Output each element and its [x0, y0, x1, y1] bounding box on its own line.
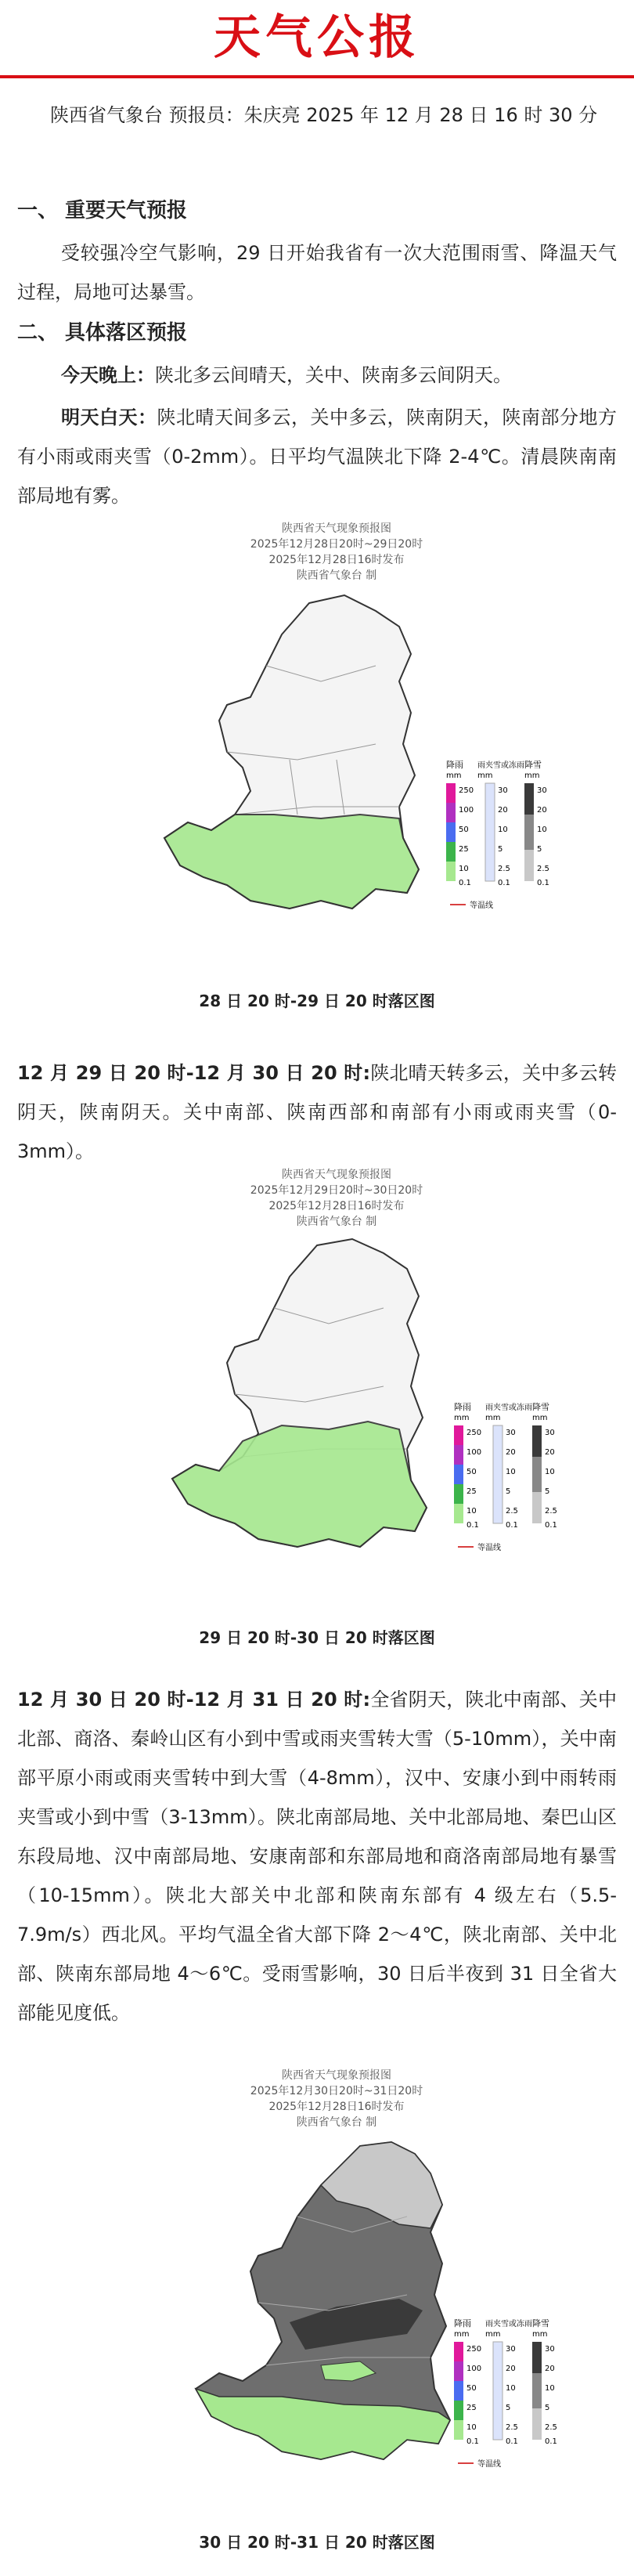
bulletin-meta: 陕西省气象台 预报员：朱庆亮 2025 年 12 月 28 日 16 时 30 分 [50, 104, 598, 126]
legend-tick: 50 [466, 1468, 477, 1476]
map3-header [149, 2068, 524, 2130]
legend-tick: 0.1 [466, 2437, 479, 2446]
legend-snow-unit: mm [532, 2330, 548, 2339]
legend-mix-unit: mm [485, 1414, 501, 1422]
legend-tick: 0.1 [545, 2437, 557, 2446]
legend-rain-unit: mm [454, 2330, 470, 2339]
legend-tick: 50 [459, 826, 469, 834]
legend-tick: 20 [498, 806, 508, 815]
map2-header-line: 陕西省气象台 制 [296, 1216, 377, 1228]
legend-swatch [532, 1492, 542, 1523]
legend-tick: 10 [506, 1468, 516, 1476]
legend-mix-unit: mm [485, 2330, 501, 2339]
map3-header-line: 陕西省气象台 制 [296, 2116, 377, 2129]
map2-image [149, 1230, 618, 1598]
legend-swatch [454, 2381, 463, 2401]
map1-legend [446, 759, 549, 910]
section1-body: 受较强冷空气影响，29 日开始我省有一次大范围雨雪、降温天气过程，局地可达暴雪。 [17, 242, 617, 303]
legend-tick: 10 [545, 1468, 555, 1476]
legend-swatch [446, 842, 456, 862]
map3-image [141, 2130, 611, 2522]
legend-swatch [454, 2342, 463, 2361]
rain-area [172, 1422, 427, 1547]
legend-swatch [524, 815, 534, 850]
legend-mix-label: 雨夹雪或冻雨 [485, 1404, 532, 1412]
map2-header-line: 2025年12月28日16时发布 [268, 1200, 405, 1212]
legend-tick: 50 [466, 2384, 477, 2393]
legend-tick: 250 [466, 2345, 482, 2354]
legend-tick: 0.1 [498, 879, 510, 887]
legend-tick: 10 [506, 2384, 516, 2393]
legend-tick: 10 [466, 2423, 477, 2432]
legend-tick: 30 [506, 1429, 516, 1437]
period2-paragraph [17, 1053, 617, 1171]
legend-snow-unit: mm [532, 1414, 548, 1422]
map3-caption: 30 日 20 时-31 日 20 时落区图 [199, 2533, 435, 2552]
banner [0, 0, 634, 70]
legend-swatch [446, 803, 456, 822]
legend-tick: 100 [459, 806, 474, 815]
legend-swatch [454, 1425, 463, 1445]
map3-header-line: 陕西省天气现象预报图 [282, 2069, 391, 2082]
legend-snow-unit: mm [524, 771, 540, 780]
section2-heading: 二、 具体落区预报 [17, 321, 188, 345]
legend-swatch [524, 850, 534, 881]
tomorrow-lead: 明天白天： [61, 406, 157, 428]
period2-body: 陕北晴天转多云，关中多云转阴天，陕南阴天。关中南部、陕南西部和南部有小雨或雨夹雪（0-3mm）。 [17, 1062, 617, 1162]
legend-swatch [532, 1425, 542, 1457]
legend-tick: 0.1 [545, 1521, 557, 1530]
period2-lead: 12 月 29 日 20 时-12 月 30 日 20 时: [17, 1062, 371, 1084]
legend-tick: 0.1 [537, 879, 549, 887]
map3-header-line: 2025年12月28日16时发布 [268, 2101, 405, 2113]
map3-header-line: 2025年12月30日20时~31日20时 [250, 2085, 423, 2097]
legend-tick: 30 [537, 786, 547, 795]
legend-tick: 20 [545, 2365, 555, 2373]
period3-paragraph [17, 1680, 617, 2032]
legend-tick: 30 [498, 786, 508, 795]
legend-tick: 2.5 [506, 2423, 518, 2432]
legend-swatch [485, 783, 495, 881]
legend-tick: 25 [466, 2404, 477, 2412]
legend-tick: 2.5 [537, 865, 549, 873]
legend-swatch [454, 1465, 463, 1484]
legend-tick: 5 [506, 2404, 511, 2412]
map1-header-line: 2025年12月28日16时发布 [268, 554, 405, 566]
legend-tick: 0.1 [466, 1521, 479, 1530]
legend-swatch [454, 2401, 463, 2420]
legend-isoline-label: 等温线 [477, 2460, 501, 2469]
legend-mix-label: 雨夹雪或冻雨 [485, 2320, 532, 2329]
tonight-lead: 今天晚上： [61, 364, 155, 386]
map1-caption: 28 日 20 时-29 日 20 时落区图 [199, 992, 435, 1010]
legend-tick: 100 [466, 1448, 482, 1457]
legend-tick: 25 [466, 1487, 477, 1496]
map2-header-line: 2025年12月29日20时~30日20时 [250, 1184, 423, 1197]
legend-tick: 100 [466, 2365, 482, 2373]
legend-tick: 0.1 [506, 1521, 518, 1530]
legend-tick: 10 [537, 826, 547, 834]
legend-snow-label: 降雪 [524, 760, 542, 770]
legend-tick: 5 [545, 2404, 550, 2412]
legend-rain-unit: mm [454, 1414, 470, 1422]
tomorrow-paragraph [17, 398, 617, 515]
legend-swatch [532, 1457, 542, 1492]
legend-tick: 2.5 [545, 1507, 557, 1516]
section1-heading: 一、 重要天气预报 [17, 199, 188, 222]
legend-rain-label: 降雨 [454, 2318, 471, 2329]
period3-lead: 12 月 30 日 20 时-12 月 31 日 20 时: [17, 1689, 371, 1711]
legend-isoline-label: 等温线 [470, 901, 493, 910]
legend-tick: 20 [545, 1448, 555, 1457]
legend-swatch [493, 1425, 503, 1523]
period3-body: 全省阴天，陕北中南部、关中北部、商洛、秦岭山区有小到中雪或雨夹雪转大雪（5-10mm），关中南部平原小雨或雨夹雪转中到大雪（4-8mm），汉中、安康小到中雨转雨夹雪或小到中雪（3-13mm）。陕北南部局地、关中北部局地、秦巴山区东段局地、汉中南部局地、安康南部和东部局地和商洛南部局地有暴雪（10-15mm）。陕北大部关中北部和陕南东部有 4 级左右（5.5-7.9m/s）西北风。平均气温全省大部下降 2～4℃，陕北南部、关中北部、陕南东部局地 4～6℃。受雨雪影响，30 日后半夜到 31 日全省大部能见度低。 [17, 1689, 617, 2024]
legend-swatch [532, 2342, 542, 2373]
legend-mix-label: 雨夹雪或冻雨 [477, 761, 524, 770]
legend-swatch [524, 783, 534, 815]
legend-swatch [454, 1445, 463, 1465]
legend-swatch [493, 2342, 503, 2440]
legend-tick: 2.5 [498, 865, 510, 873]
legend-tick: 2.5 [506, 1507, 518, 1516]
legend-tick: 0.1 [459, 879, 471, 887]
legend-tick: 30 [545, 2345, 555, 2354]
legend-tick: 20 [506, 1448, 516, 1457]
rain-area [164, 815, 419, 909]
legend-tick: 250 [466, 1429, 482, 1437]
legend-tick: 20 [537, 806, 547, 815]
legend-tick: 5 [506, 1487, 511, 1496]
legend-rain-label: 降雨 [446, 760, 463, 770]
legend-tick: 20 [506, 2365, 516, 2373]
legend-swatch [454, 1504, 463, 1523]
map2-legend [454, 1401, 557, 1552]
tomorrow-body: 陕北晴天间多云，关中多云，陕南阴天，陕南部分地方有小雨或雨夹雪（0-2mm）。日平均气温陕北下降 2-4℃。清晨陕南南部局地有雾。 [17, 406, 617, 507]
legend-tick: 30 [506, 2345, 516, 2354]
map3-legend [454, 2318, 557, 2469]
legend-rain-label: 降雨 [454, 1402, 471, 1412]
legend-tick: 250 [459, 786, 474, 795]
legend-tick: 10 [466, 1507, 477, 1516]
tonight-body: 陕北多云间晴天，关中、陕南多云间阴天。 [155, 364, 512, 386]
banner-title: 天气公报 [214, 10, 420, 65]
legend-tick: 5 [537, 845, 542, 854]
legend-swatch [532, 2408, 542, 2440]
legend-isoline-label: 等温线 [477, 1544, 501, 1552]
legend-tick: 0.1 [506, 2437, 518, 2446]
map1-image [141, 580, 611, 971]
map1-header [149, 521, 524, 583]
tonight-paragraph [17, 356, 617, 395]
map2-header-line: 陕西省天气现象预报图 [282, 1169, 391, 1181]
legend-tick: 10 [498, 826, 508, 834]
map2-header [149, 1167, 524, 1230]
legend-tick: 2.5 [545, 2423, 557, 2432]
legend-swatch [454, 1484, 463, 1504]
legend-tick: 5 [545, 1487, 550, 1496]
legend-swatch [446, 862, 456, 881]
legend-swatch [454, 2361, 463, 2381]
legend-tick: 5 [498, 845, 503, 854]
legend-tick: 25 [459, 845, 469, 854]
legend-tick: 10 [545, 2384, 555, 2393]
map1-header-line: 陕西省气象台 制 [296, 569, 377, 582]
map1-header-line: 陕西省天气现象预报图 [282, 522, 391, 535]
legend-swatch [446, 822, 456, 842]
map2-caption: 29 日 20 时-30 日 20 时落区图 [199, 1628, 435, 1647]
map1-header-line: 2025年12月28日20时~29日20时 [250, 538, 423, 551]
legend-snow-label: 降雪 [532, 1402, 549, 1412]
legend-mix-unit: mm [477, 771, 493, 780]
legend-rain-unit: mm [446, 771, 462, 780]
legend-swatch [446, 783, 456, 803]
legend-tick: 10 [459, 865, 469, 873]
legend-swatch [454, 2420, 463, 2440]
legend-tick: 30 [545, 1429, 555, 1437]
legend-swatch [532, 2373, 542, 2408]
legend-snow-label: 降雪 [532, 2318, 549, 2329]
header-rule [0, 75, 634, 78]
